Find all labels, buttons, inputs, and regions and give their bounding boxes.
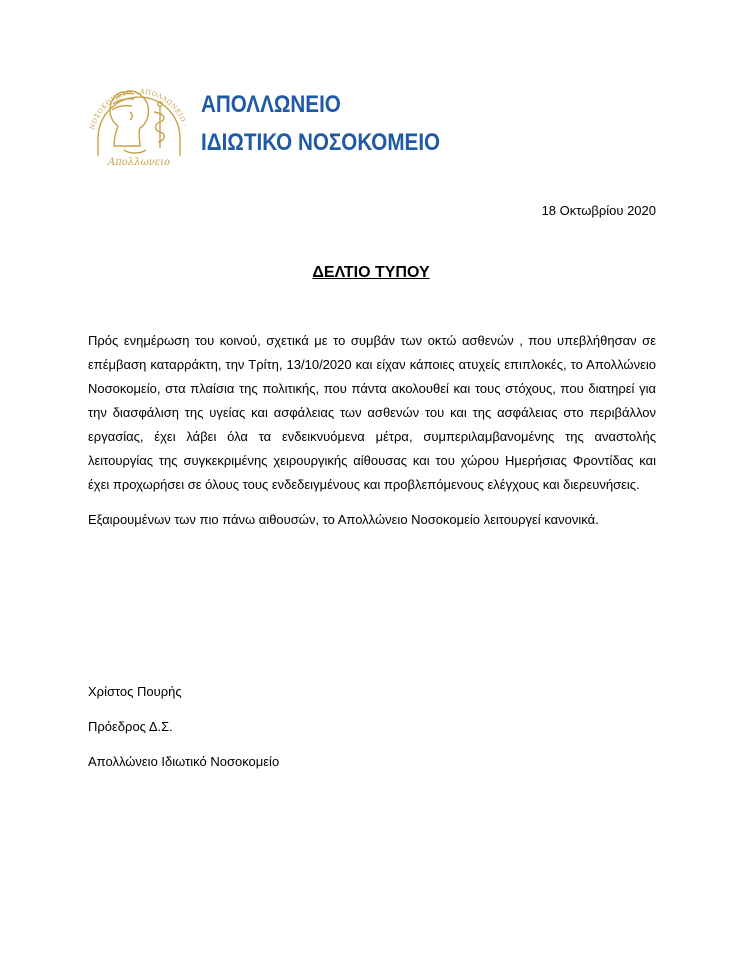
- body-paragraph: Πρός ενημέρωση του κοινού, σχετικά με το συμβάν των οκτώ ασθενών , που υπεβλήθησαν σε επέμβαση καταρράκτη, την Τρίτη, 13/10/2020 και είχαν κάποιες ατυχείς επιπλοκές, το Απολλώνειο Νοσοκομείο, στα πλαίσια της πολιτικής, που πάντα ακολουθεί και τους στόχους, που διατηρεί για την διασφάλιση της υγείας και ασφάλειας των ασθενών του και της ασφάλειας στο περιβάλλον εργασίας, έχει λάβει όλα τα ενδεικνυόμενα μέτρα, συμπεριλαμβανομένης της αναστολής λειτουργίας της συγκεκριμένης χειρουργικής αίθουσας και του χώρου Ημερήσιας Φροντίδας και έχει προχωρήσει σε όλους τους ενδεδειγμένους και προβλεπόμενους ελέγχους και διερευνήσεις.: [88, 333, 656, 492]
- seal-bottom-text: Απολλωνειο: [107, 157, 171, 168]
- organization-title: [201, 86, 440, 162]
- signature-block: [88, 680, 279, 785]
- document-title: ΔΕΛΤΙΟ ΤΥΠΟΥ: [312, 264, 430, 281]
- body-paragraph: Εξαιρουμένων των πιο πάνω αιθουσών, το Απολλώνειο Νοσοκομείο λειτουργεί κανονικά.: [88, 512, 599, 527]
- document-body: [88, 329, 656, 532]
- seal-arc-text: ΝΟΣΟΚΟΜΕΙΟ · ΑΠΟΛΛΩΝΕΙΟ ·: [88, 87, 190, 131]
- org-title-line2: ΙΔΙΩΤΙΚΟ ΝΟΣΟΚΟΜΕΙΟ: [201, 129, 441, 156]
- hospital-emblem-icon: [80, 68, 198, 174]
- org-title-line1: ΑΠΟΛΛΩΝΕΙΟ: [201, 91, 341, 118]
- signatory-role: Πρόεδρος Δ.Σ.: [88, 719, 173, 734]
- document-date: 18 Οκτωβρίου 2020: [541, 203, 656, 218]
- signatory-name: Χρίστος Πουρής: [88, 684, 182, 699]
- signatory-organization: Απολλώνειο Ιδιωτικό Νοσοκομείο: [88, 754, 280, 769]
- svg-text:ΝΟΣΟΚΟΜΕΙΟ · ΑΠΟΛΛΩΝΕΙΟ · ΙΔΙΩ: [80, 68, 190, 131]
